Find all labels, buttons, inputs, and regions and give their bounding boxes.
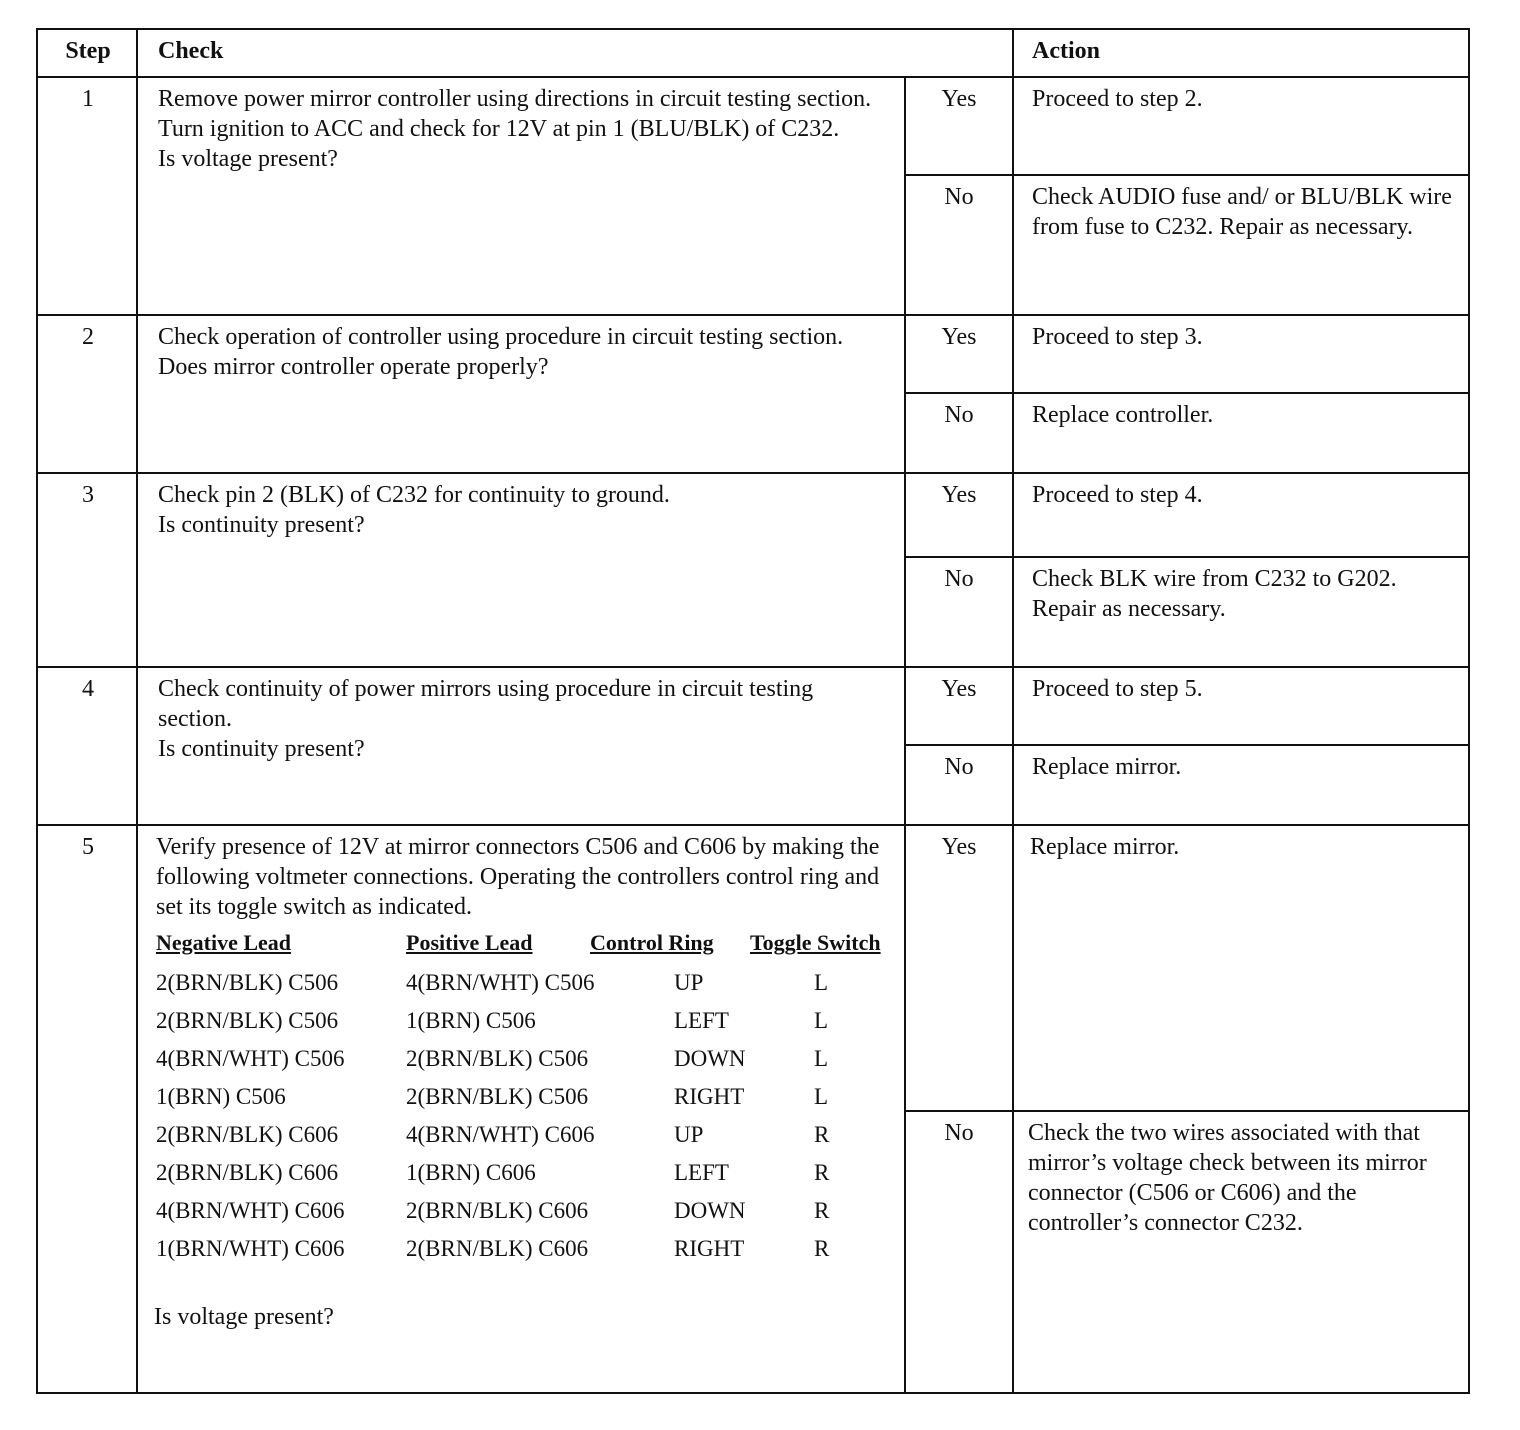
action-column-divider	[1012, 30, 1014, 1392]
voltmeter-subtable	[156, 930, 902, 1270]
yes-action: Proceed to step 4.	[1032, 482, 1203, 508]
check-text	[158, 480, 893, 540]
step-column-divider	[136, 30, 138, 1392]
row-divider	[38, 472, 1468, 474]
subtable-header-control: Control Ring	[590, 930, 714, 955]
subtable-header-positive: Positive Lead	[406, 930, 533, 955]
step-number: 2	[82, 324, 94, 350]
check-instruction: Remove power mirror controller using directions in circuit testing section. Turn ignition to ACC and check for 12V at pin 1 (BLU/BLK) of C232.	[158, 86, 872, 142]
subtable-cell: L	[814, 1046, 829, 1071]
subtable-header-negative: Negative Lead	[156, 930, 292, 955]
yes-action: Proceed to step 3.	[1032, 324, 1203, 350]
no-label: No	[944, 402, 974, 428]
subtable-cell: DOWN	[674, 1198, 746, 1223]
no-action: Replace controller.	[1032, 402, 1214, 428]
yes-label: Yes	[941, 676, 977, 702]
yes-action: Replace mirror.	[1030, 834, 1180, 860]
no-label: No	[944, 566, 974, 592]
yes-label: Yes	[941, 482, 977, 508]
check-text	[158, 84, 893, 174]
subtable-cell: 4(BRN/WHT) C606	[406, 1122, 595, 1147]
subtable-cell: 2(BRN/BLK) C606	[406, 1236, 589, 1261]
header-check: Check	[158, 38, 224, 64]
yes-no-divider	[904, 174, 1468, 176]
check-question: Is continuity present?	[158, 512, 365, 538]
subtable-cell: 1(BRN/WHT) C606	[156, 1236, 345, 1261]
subtable-cell: 2(BRN/BLK) C606	[156, 1160, 339, 1185]
troubleshooting-table	[36, 28, 1470, 1394]
check-question: Does mirror controller operate properly?	[158, 354, 549, 380]
yesno-column-divider	[904, 76, 906, 1392]
subtable-cell: L	[814, 970, 829, 995]
check-instruction: Check continuity of power mirrors using procedure in circuit testing section.	[158, 676, 814, 732]
subtable-cell: 4(BRN/WHT) C506	[406, 970, 595, 995]
check-question: Is voltage present?	[154, 1304, 334, 1330]
subtable-header-toggle: Toggle Switch	[750, 930, 881, 955]
check-text	[158, 322, 893, 382]
subtable-cell: R	[814, 1236, 830, 1261]
check-instruction: Check pin 2 (BLK) of C232 for continuity to ground.	[158, 482, 670, 508]
subtable-cell: 2(BRN/BLK) C506	[156, 970, 339, 995]
subtable-cell: LEFT	[674, 1160, 729, 1185]
check-instruction: Verify presence of 12V at mirror connectors C506 and C606 by making the following voltmeter connections. Operating the controllers control ring and set its toggle switch as indicated.	[156, 834, 880, 920]
row-divider	[38, 666, 1468, 668]
header-divider	[38, 76, 1468, 78]
check-instruction: Check operation of controller using procedure in circuit testing section.	[158, 324, 844, 350]
subtable-cell: 2(BRN/BLK) C606	[156, 1122, 339, 1147]
step-number: 5	[82, 834, 94, 860]
subtable-cell: R	[814, 1198, 830, 1223]
check-text	[158, 674, 893, 764]
subtable-cell: UP	[674, 970, 704, 995]
yes-label: Yes	[941, 324, 977, 350]
check-question: Is continuity present?	[158, 736, 365, 762]
yes-no-divider	[904, 392, 1468, 394]
yes-action: Proceed to step 2.	[1032, 86, 1203, 112]
subtable-cell: 2(BRN/BLK) C506	[406, 1046, 589, 1071]
check-question: Is voltage present?	[158, 146, 338, 172]
no-label: No	[944, 754, 974, 780]
subtable-cell: 1(BRN) C606	[406, 1160, 536, 1185]
subtable-cell: RIGHT	[674, 1236, 745, 1261]
header-step: Step	[65, 38, 111, 64]
subtable-cell: R	[814, 1122, 830, 1147]
yes-action: Proceed to step 5.	[1032, 676, 1203, 702]
subtable-cell: LEFT	[674, 1008, 729, 1033]
subtable-cell: 2(BRN/BLK) C506	[406, 1084, 589, 1109]
row-divider	[38, 314, 1468, 316]
yes-no-divider	[904, 556, 1468, 558]
subtable-cell: 2(BRN/BLK) C606	[406, 1198, 589, 1223]
step-number: 4	[82, 676, 94, 702]
no-label: No	[944, 1120, 974, 1146]
no-action: Check AUDIO fuse and/ or BLU/BLK wire from fuse to C232. Repair as necessary.	[1032, 184, 1452, 240]
subtable-cell: RIGHT	[674, 1084, 745, 1109]
no-label: No	[944, 184, 974, 210]
subtable-cell: R	[814, 1160, 830, 1185]
yes-label: Yes	[941, 834, 977, 860]
subtable-cell: DOWN	[674, 1046, 746, 1071]
subtable-cell: 2(BRN/BLK) C506	[156, 1008, 339, 1033]
no-action: Replace mirror.	[1032, 754, 1182, 780]
yes-no-divider	[904, 1110, 1468, 1112]
no-action: Check BLK wire from C232 to G202. Repair as necessary.	[1032, 566, 1397, 622]
subtable-cell: 1(BRN) C506	[156, 1084, 286, 1109]
header-action: Action	[1032, 38, 1100, 64]
step-number: 3	[82, 482, 94, 508]
subtable-cell: L	[814, 1008, 829, 1033]
subtable-cell: 4(BRN/WHT) C506	[156, 1046, 345, 1071]
subtable-cell: 4(BRN/WHT) C606	[156, 1198, 345, 1223]
yes-label: Yes	[941, 86, 977, 112]
no-action: Check the two wires associated with that mirror’s voltage check between its mirror connector (C506 or C606) and the controller’s connector C232.	[1028, 1120, 1427, 1236]
step-number: 1	[82, 86, 94, 112]
row-divider	[38, 824, 1468, 826]
yes-no-divider	[904, 744, 1468, 746]
subtable-cell: UP	[674, 1122, 704, 1147]
subtable-cell: L	[814, 1084, 829, 1109]
subtable-cell: 1(BRN) C506	[406, 1008, 536, 1033]
